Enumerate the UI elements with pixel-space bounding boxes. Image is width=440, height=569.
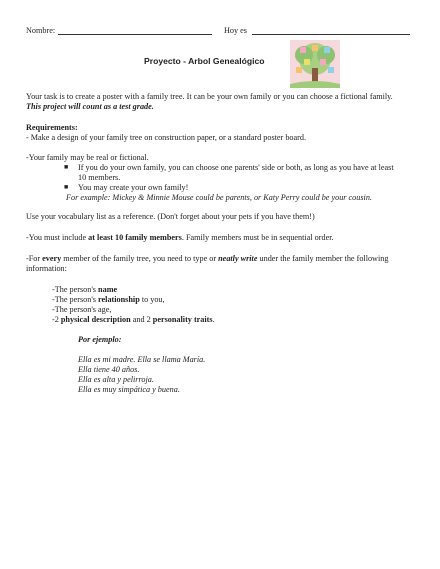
- example-line-3: Ella es alta y pelirroja.: [78, 375, 154, 384]
- date-label: Hoy es: [224, 26, 247, 35]
- date-field-line[interactable]: [252, 26, 410, 35]
- bullet-own-family: If you do your own family, you can choose one parents' side or both, as long as you have at least: [78, 163, 394, 172]
- requirement-design: - Make a design of your family tree on construction paper, or a standard poster board.: [26, 133, 307, 142]
- name-label: Nombre:: [26, 26, 56, 35]
- bullet-icon: ■: [64, 163, 69, 171]
- example-line-2: Ella tiene 40 años.: [78, 365, 140, 374]
- example-note: For example: Mickey & Minnie Mouse could be parents, or Katy Perry could be your cousin.: [66, 193, 372, 202]
- example-heading: Por ejemplo:: [78, 335, 122, 344]
- info-relationship: -The person's relationship to you,: [52, 295, 165, 304]
- vocab-note: Use your vocabulary list as a reference. (Don't forget about your pets if you have them!): [26, 212, 315, 221]
- requirements-heading: Requirements:: [26, 123, 78, 132]
- page-title: Proyecto - Arbol Genealógico: [144, 56, 265, 66]
- info-name: -The person's name: [52, 285, 118, 294]
- bullet-own-family-cont: 10 members.: [78, 173, 121, 182]
- info-description: -2 physical description and 2 personality traits.: [52, 315, 215, 324]
- example-line-1: Ella es mi madre. Ella se llama María.: [78, 355, 206, 364]
- must-include-line: -You must include at least 10 family members. Family members must be in sequential order.: [26, 233, 334, 242]
- info-age: -The person's age,: [52, 305, 112, 314]
- intro-line-1: Your task is to create a poster with a family tree. It can be your own family or you can choose a fictional family.: [26, 92, 393, 101]
- intro-line-2: This project will count as a test grade.: [26, 102, 154, 111]
- name-field-line[interactable]: [58, 26, 212, 35]
- example-line-4: Ella es muy simpática y buena.: [78, 385, 180, 394]
- family-tree-image: [290, 40, 340, 88]
- bullet-create-family: You may create your own family!: [78, 183, 189, 192]
- bullet-icon: ■: [64, 183, 69, 191]
- for-every-line: -For every member of the family tree, you need to type or neatly write under the family member the following: [26, 254, 389, 263]
- for-every-line-cont: information:: [26, 264, 67, 273]
- requirement-real-fictional: -Your family may be real or fictional.: [26, 153, 149, 162]
